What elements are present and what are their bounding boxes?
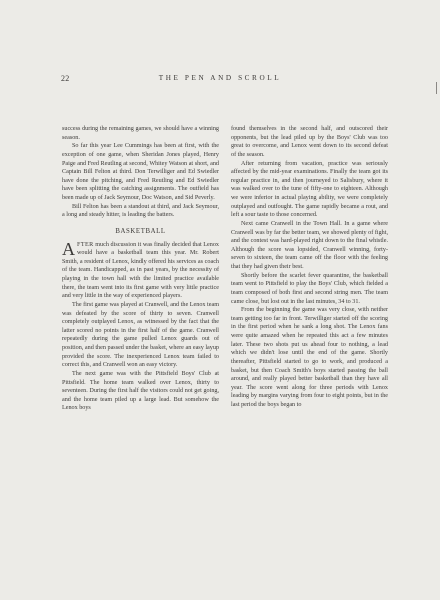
section-title-basketball: BASKETBALL	[115, 227, 166, 235]
paragraph: After returning from vacation, practice was seriously affected by the mid-year examinations. Finally the team got its regular practice in, and then journeyed to Salisbury, where it was walked over to the tune of fifty-one to eighteen. Although we were inferior in actual playing ability, we were completely outplayed and outfought. The game rapidly became a rout, and left a sour taste to those concerned.	[231, 160, 388, 219]
page-header	[0, 74, 440, 86]
page-edge-mark	[436, 82, 437, 94]
paragraph-text: much discussion it was finally decided that Lenox would have a basketball team this year. Mr. Robert Smith, a resident of Lenox, kindly offered his services as coach of the team. Handicapped, as in past years, by the necessity of playing in the town hall with the limited practice available there, the team went into its first game with very little practice and very little in the way of experienced players.	[62, 241, 219, 300]
paragraph: Bill Felton has been a standout at third, and Jack Seymour, a long and steady hitter, is leading the batters.	[62, 203, 219, 219]
paragraph: So far this year Lee Cummings has been at first, with the exception of one game, when Sheridan Jones played, Henry Paige and Fred Reutling at second, Whitey Watson at short, and Captain Bill Felton at third. Don Terwilliger and Ed Swiedler have done the pitching, and Fred Reutling and Ed Swiedler have been splitting the catching assignments. The outfield has been made up of Jack Seymour, Doc Watson, and Sid Peverly.	[62, 143, 219, 201]
left-column	[62, 125, 219, 413]
paragraph: The first game was played at Cranwell, and the Lenox team was defeated by the score of thirty to seven. Cranwell completely outplayed Lenox, as witnessed by the fact that the latter scored no points in the first half of the game. Cranwell repeatedly during the game pulled Lenox guards out of position, and then passed under the basket, where an easy layup provided the score. The inexperienced Lenox team failed to correct this, and Cranwell won an easy victory.	[62, 301, 219, 369]
first-word: FTER	[77, 241, 94, 248]
paragraph: found themselves in the second half, and outscored their opponents, but the lead piled up by the Boys' Club was too great to overcome, and Lenox went down to its second defeat of the season.	[231, 126, 388, 158]
paragraph-with-drop-cap	[62, 238, 219, 301]
drop-cap: A	[62, 238, 75, 259]
paragraph: success during the remaining games, we should have a winning season.	[62, 126, 219, 141]
running-title: THE PEN AND SCROLL	[158, 74, 282, 82]
right-column	[231, 125, 388, 410]
paragraph: Shortly before the scarlet fever quarantine, the basketball team went to Pittsfield to play the Boys' Club, which fielded a team composed of both first and second string men. The team came close, but lost out in the last minutes, 34 to 31.	[231, 272, 388, 305]
paragraph: Next came Cranwell in the Town Hall. In a game where Cranwell was by far the better team, we showed plenty of fight, and the contest was hard-played right down to the final whistle. Although the score was lopsided, Cranwell winning, forty-seven to sixteen, the team came off the floor with the feeling that they had given their best.	[231, 220, 388, 270]
paragraph: From the beginning the game was very close, with neither team getting too far in front. Terwilliger started off the scoring in the first period when he sank a long shot. The Lenox fans were quite amazed when he repeated this act a few minutes later. These two shots put us ahead four to nothing, a lead which we didn't lose until the end of the game. Shortly thereafter, Pittsfield started to go to work, and produced a basket, but then Coach Smith's boys started passing the ball around, and really played better basketball than they have all year. The score went along for three periods with Lenox leading by margins varying from four to eight points, but in the last period the boys began to	[231, 307, 388, 408]
page-number: 22	[61, 74, 70, 83]
paragraph: The next game was with the Pittsfield Boys' Club at Pittsfield. The home team walked over Lenox, thirty to seventeen. During the first half the visitors could not get going, and the home team piled up a large lead. But somehow the Lenox boys	[62, 370, 219, 412]
